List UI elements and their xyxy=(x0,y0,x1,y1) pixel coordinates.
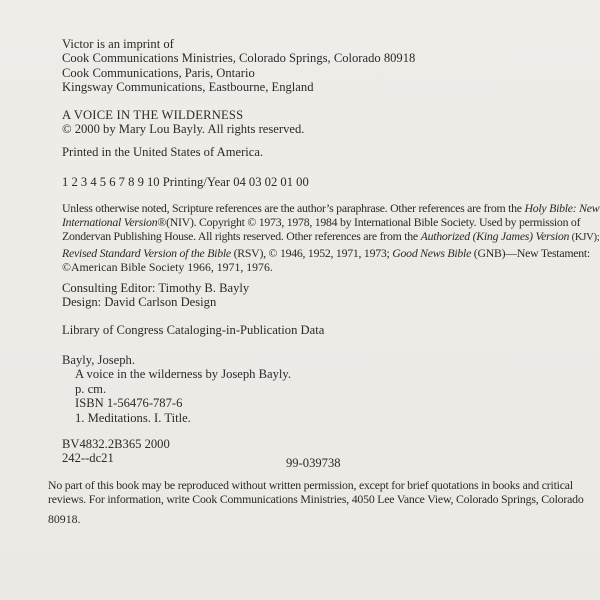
scripture-line: Zondervan Publishing House. All rights reserved. Other references are from the Authorized (King James) Version (KJV); xyxy=(62,229,600,244)
cip-subjects: 1. Meditations. I. Title. xyxy=(75,410,191,425)
scripture-line: International Version®(NIV). Copyright © 1973, 1978, 1984 by International Bible Society. Used by permission of xyxy=(62,215,581,230)
scripture-line: Revised Standard Version of the Bible (RSV), © 1946, 1952, 1971, 1973; Good News Bible (GNB)—New Testament: xyxy=(62,245,590,260)
cip-lccn: 99-039738 xyxy=(286,456,341,470)
cip-call-number: BV4832.2B365 2000 xyxy=(62,437,170,451)
imprint-line: Kingsway Communications, Eastbourne, England xyxy=(62,80,314,95)
scripture-notice xyxy=(62,201,600,274)
cip-classification xyxy=(62,437,170,466)
design-credit: Design: David Carlson Design xyxy=(62,295,217,310)
credits-block xyxy=(62,281,249,310)
cip-dewey: 242--dc21 xyxy=(62,451,114,466)
consulting-editor: Consulting Editor: Timothy B. Bayly xyxy=(62,281,250,295)
cip-author: Bayly, Joseph. xyxy=(62,353,135,367)
title-block xyxy=(62,108,304,137)
rights-line: reviews. For information, write Cook Communications Ministries, 4050 Lee Vance View, Colorado Springs, Colorado xyxy=(48,492,584,507)
rights-line: 80918. xyxy=(48,512,81,527)
cip-heading: Library of Congress Cataloging-in-Publication Data xyxy=(62,323,325,337)
imprint-line: Victor is an imprint of xyxy=(62,37,174,51)
copyright-notice: © 2000 by Mary Lou Bayly. All rights reserved. xyxy=(62,122,305,137)
cip-data xyxy=(62,353,291,425)
cip-title: A voice in the wilderness by Joseph Bayly. xyxy=(75,367,292,382)
imprint-block xyxy=(62,37,415,95)
scripture-line: Unless otherwise noted, Scripture references are the author’s paraphrase. Other references are from the Holy Bible: New xyxy=(62,201,600,215)
rights-line: No part of this book may be reproduced without written permission, except for brief quotations in books and critical xyxy=(48,478,573,492)
cip-pages: p. cm. xyxy=(75,381,107,396)
rights-notice xyxy=(48,478,593,527)
book-title: A VOICE IN THE WILDERNESS xyxy=(62,108,244,122)
imprint-line: Cook Communications, Paris, Ontario xyxy=(62,65,255,80)
scripture-line: ©American Bible Society 1966, 1971, 1976. xyxy=(62,259,273,274)
printing-line: 1 2 3 4 5 6 7 8 9 10 Printing/Year 04 03 02 01 00 xyxy=(62,175,309,189)
cip-isbn: ISBN 1-56476-787-6 xyxy=(75,396,183,411)
imprint-line: Cook Communications Ministries, Colorado Springs, Colorado 80918 xyxy=(62,51,416,66)
printed-in: Printed in the United States of America. xyxy=(62,145,264,159)
